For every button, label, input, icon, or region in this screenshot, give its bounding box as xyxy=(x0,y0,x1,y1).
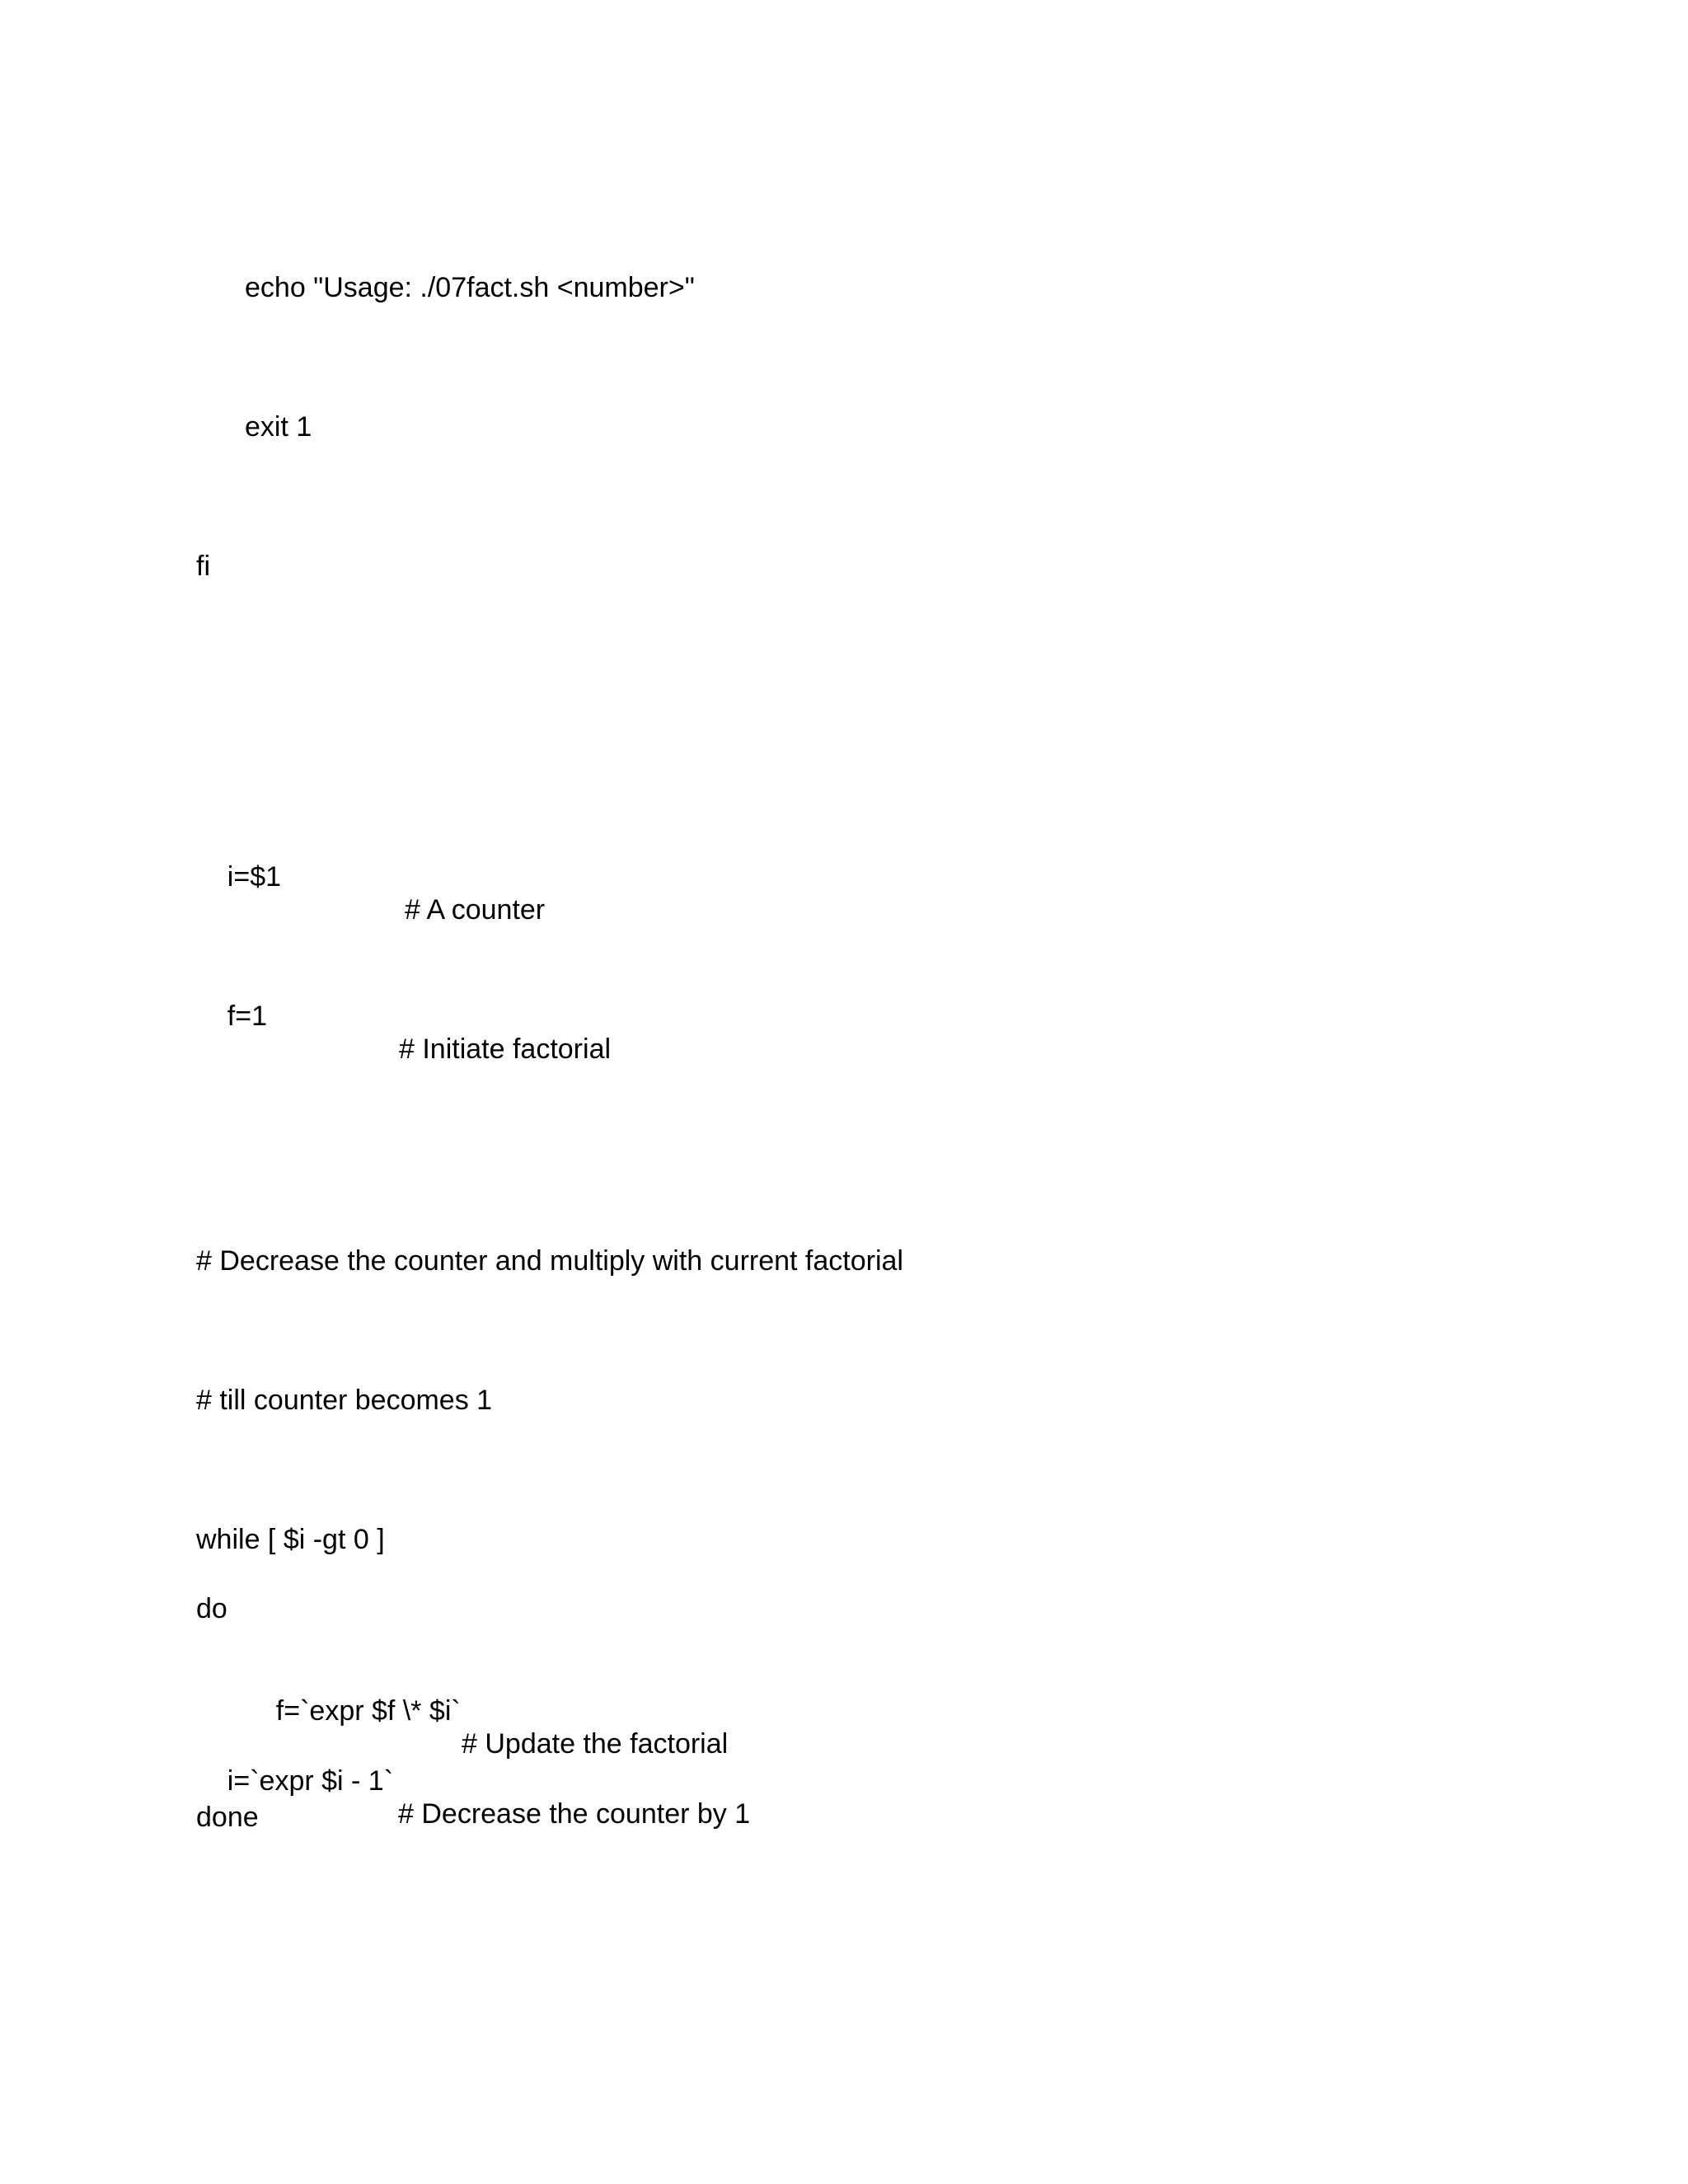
code-line-done: done xyxy=(196,1802,259,1833)
code-line-exit: exit 1 xyxy=(245,411,312,443)
code-statement: i=`expr $i - 1` xyxy=(227,1765,394,1797)
code-comment: # Initiate factorial xyxy=(399,1033,612,1065)
code-line-i-assign xyxy=(196,827,546,959)
code-comment: # Update the factorial xyxy=(462,1728,729,1760)
code-statement: i=$1 xyxy=(227,861,282,893)
code-line-f-assign xyxy=(196,967,612,1099)
code-comment: # Decrease the counter by 1 xyxy=(398,1798,751,1830)
code-line-while: while [ $i -gt 0 ] xyxy=(196,1524,385,1555)
code-line-echo-usage: echo "Usage: ./07fact.sh <number>" xyxy=(245,272,695,303)
code-line-fi: fi xyxy=(196,551,210,582)
code-comment-till: # till counter becomes 1 xyxy=(196,1385,493,1416)
code-statement: f=1 xyxy=(227,1001,268,1032)
code-comment: # A counter xyxy=(405,894,546,926)
code-statement: f=`expr $f \* $i` xyxy=(275,1695,461,1727)
code-comment-decrease: # Decrease the counter and multiply with current factorial xyxy=(196,1245,903,1277)
code-line-do: do xyxy=(196,1593,227,1624)
